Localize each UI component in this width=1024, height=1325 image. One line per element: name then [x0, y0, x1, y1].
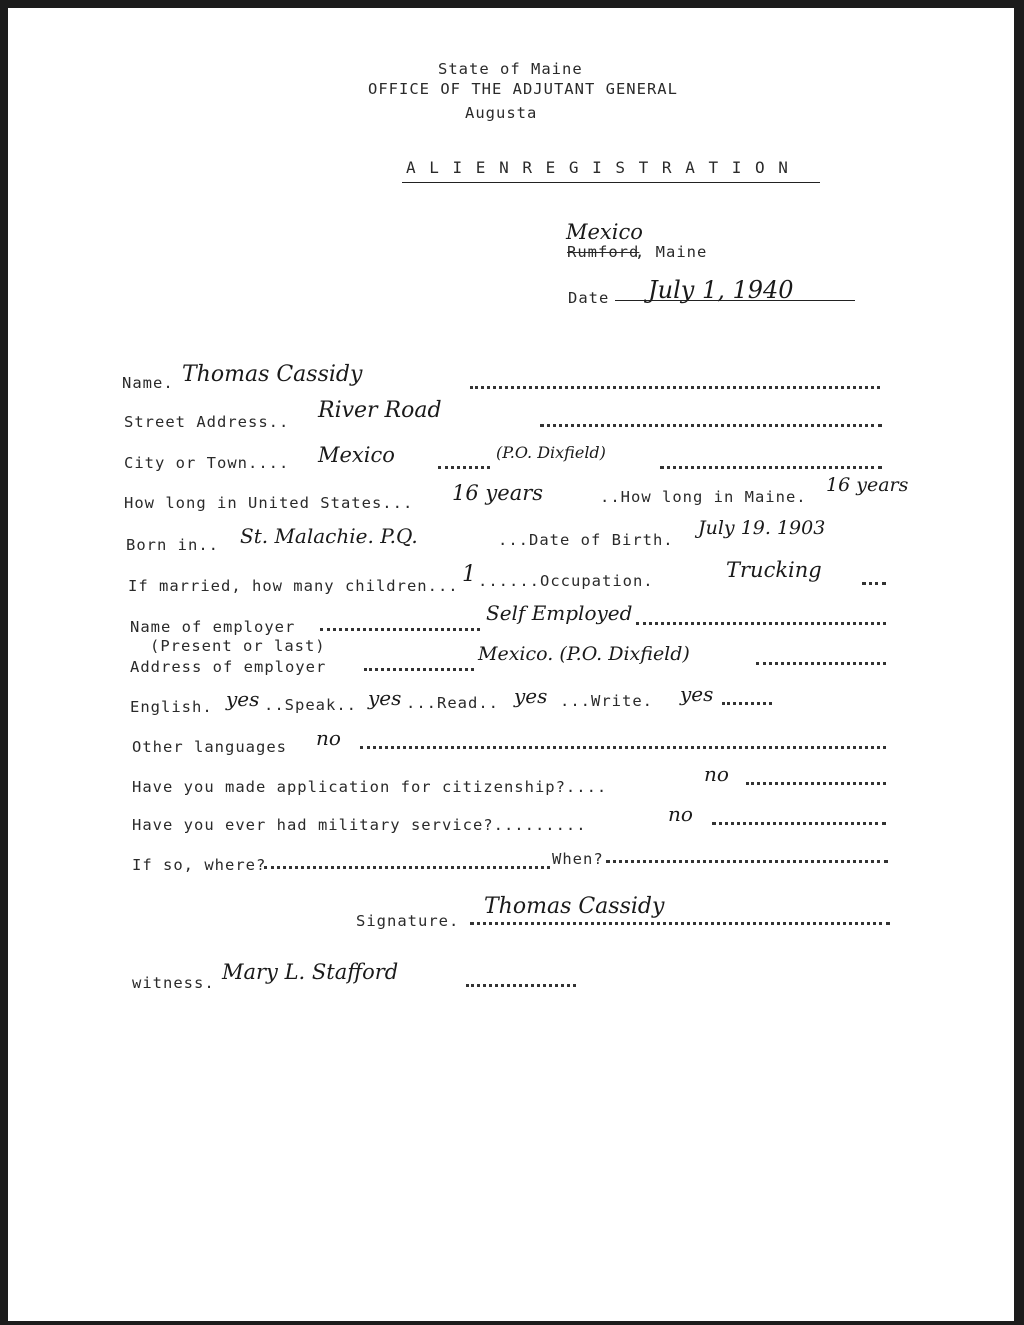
date-value: July 1, 1940 — [648, 276, 794, 304]
write-dots — [722, 702, 772, 705]
when-dots — [606, 860, 888, 863]
how-long-maine-value: 16 years — [826, 474, 909, 496]
occupation-dots — [862, 582, 886, 585]
employer-sublabel: (Present or last) — [150, 637, 326, 655]
scan-border-bottom — [0, 1321, 1024, 1325]
employer-name-label: Name of employer — [130, 618, 296, 636]
occupation-value: Trucking — [726, 558, 822, 582]
city-dots — [660, 466, 882, 469]
children-label: If married, how many children... — [128, 577, 459, 595]
how-long-us-label: How long in United States... — [124, 494, 414, 512]
employer-address-value: Mexico. (P.O. Dixfield) — [478, 643, 690, 665]
other-languages-label: Other languages — [132, 738, 287, 756]
speak-value: yes — [368, 686, 402, 710]
scan-border-right — [1014, 0, 1024, 1325]
witness-label: witness. — [132, 974, 215, 992]
occupation-label: ......Occupation. — [478, 572, 654, 590]
citizenship-value: no — [704, 762, 729, 786]
street-address-label: Street Address.. — [124, 413, 290, 431]
employer-address-label: Address of employer — [130, 658, 327, 676]
when-label: When? — [552, 850, 604, 868]
city-label: City or Town.... — [124, 454, 290, 472]
military-dots — [712, 822, 886, 825]
city-extra: (P.O. Dixfield) — [496, 443, 606, 462]
signature-label: Signature. — [356, 912, 460, 930]
city-mid-dots — [438, 466, 490, 469]
town-handwritten: Mexico — [566, 220, 643, 244]
name-dots — [470, 386, 880, 389]
date-underline — [615, 300, 855, 301]
citizenship-label: Have you made application for citizenship?.... — [132, 778, 608, 796]
city-value: Mexico — [318, 443, 395, 467]
how-long-us-value: 16 years — [452, 481, 544, 505]
signature-value: Thomas Cassidy — [484, 894, 665, 919]
employer-name-value: Self Employed — [486, 601, 633, 625]
read-label: ...Read.. — [406, 694, 499, 712]
date-of-birth-label: ...Date of Birth. — [498, 531, 674, 549]
read-value: yes — [514, 684, 548, 708]
header-state: State of Maine — [438, 60, 583, 78]
name-value: Thomas Cassidy — [182, 362, 363, 387]
town-typed-struck: Rumford — [567, 243, 640, 261]
if-so-where-dots — [264, 866, 550, 869]
name-label: Name. — [122, 374, 174, 392]
date-label: Date — [568, 289, 610, 307]
scan-border-left — [0, 0, 8, 1325]
witness-value: Mary L. Stafford — [222, 960, 399, 984]
other-languages-dots — [360, 746, 886, 749]
employer-address-dots — [756, 662, 886, 665]
scan-border-top — [0, 0, 1024, 8]
street-address-dots — [540, 424, 882, 427]
other-languages-value: no — [316, 726, 341, 750]
employer-name-dots — [636, 622, 886, 625]
signature-dots — [470, 922, 890, 925]
date-of-birth-value: July 19. 1903 — [698, 517, 826, 539]
header-office: OFFICE OF THE ADJUTANT GENERAL — [368, 80, 678, 98]
born-in-label: Born in.. — [126, 536, 219, 554]
military-value: no — [668, 802, 693, 826]
military-label: Have you ever had military service?......... — [132, 816, 587, 834]
title-underline — [402, 182, 820, 183]
town-state-suffix: , Maine — [635, 243, 708, 261]
citizenship-dots — [746, 782, 886, 785]
form-title: A L I E N R E G I S T R A T I O N — [406, 158, 790, 177]
how-long-maine-label: ..How long in Maine. — [600, 488, 807, 506]
english-label: English. — [130, 698, 213, 716]
write-label: ...Write. — [560, 692, 653, 710]
speak-label: ..Speak.. — [264, 696, 357, 714]
english-value: yes — [226, 687, 260, 711]
witness-dots — [466, 984, 576, 987]
employer-name-lead-dots — [320, 628, 480, 631]
header-city: Augusta — [465, 104, 538, 122]
born-in-value: St. Malachie. P.Q. — [240, 524, 418, 548]
if-so-where-label: If so, where? — [132, 856, 267, 874]
employer-address-lead-dots — [364, 668, 474, 671]
write-value: yes — [680, 682, 714, 706]
street-address-value: River Road — [318, 398, 442, 423]
children-value: 1 — [462, 562, 476, 587]
